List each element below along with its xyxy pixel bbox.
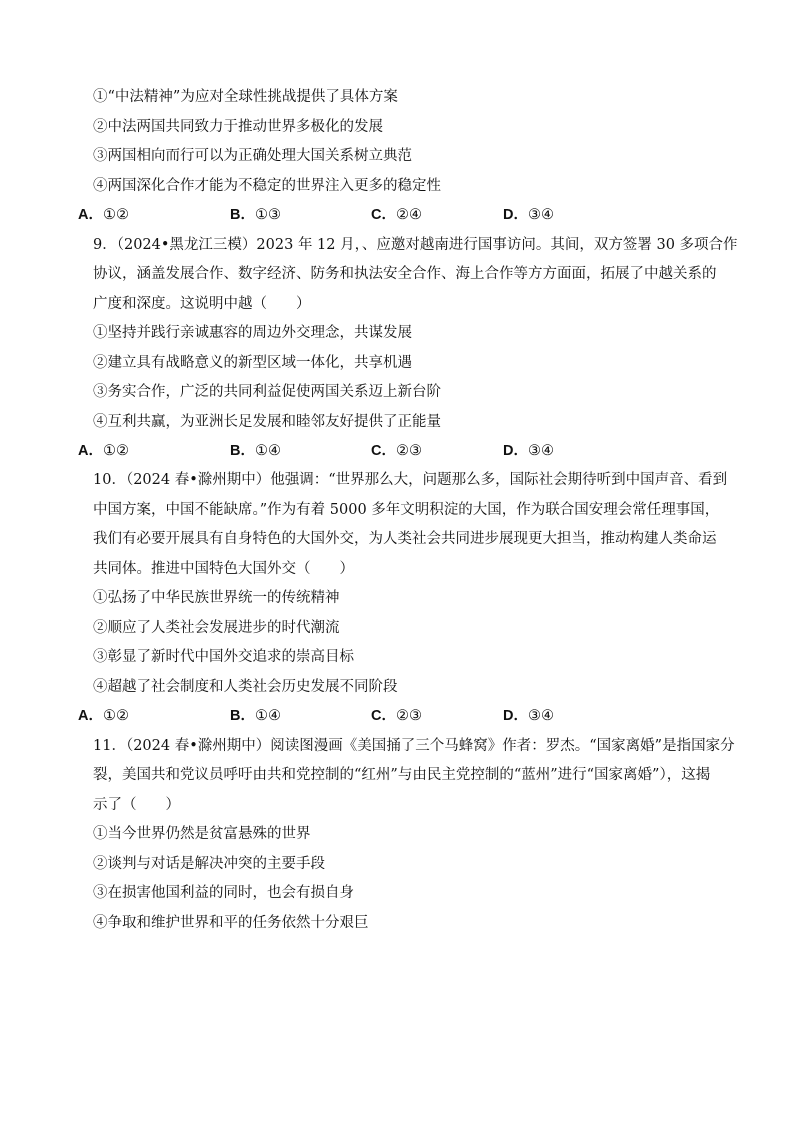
q11-option-1: ①当今世界仍然是贫富悬殊的世界 [93,826,311,842]
q11-stem-line-3: 示了（ ） [93,797,180,813]
q9-option-2: ②建立具有战略意义的新型区域一体化，共享机遇 [93,355,412,371]
q9-answer-d[interactable]: D．③④ [503,443,554,459]
q10-answer-row [78,706,698,726]
q8-option-3: ③两国相向而行可以为正确处理大国关系树立典范 [93,148,412,164]
q10-stem-line-4: 共同体。推进中国特色大国外交（ ） [93,561,354,577]
q8-answer-d[interactable]: D．③④ [503,207,554,223]
q8-answer-row [78,205,698,225]
q9-option-1: ①坚持并践行亲诚惠容的周边外交理念，共谋发展 [93,325,412,341]
q9-option-3: ③务实合作，广泛的共同利益促使两国关系迈上新台阶 [93,384,441,400]
q9-stem-line-1: 9．（2024•黑龙江三模）2023 年 12 月，、应邀对越南进行国事访问。其间，双方签署 30 多项合作 [93,237,738,253]
q10-option-1: ①弘扬了中华民族世界统一的传统精神 [93,590,340,606]
q10-option-2: ②顺应了人类社会发展进步的时代潮流 [93,620,340,636]
q8-option-4: ④两国深化合作才能为不稳定的世界注入更多的稳定性 [93,178,441,194]
q9-option-4: ④互利共赢，为亚洲长足发展和睦邻友好提供了正能量 [93,414,441,430]
q10-stem-line-1: 10．（2024 春•滁州期中）他强调：“世界那么大，问题那么多，国际社会期待听到中国声音、看到 [93,472,728,488]
q9-answer-b[interactable]: B．①④ [230,443,281,459]
q11-stem-line-1: 11．（2024 春•滁州期中）阅读图漫画《美国捅了三个马蜂窝》作者：罗杰。“国家离婚”是指国家分 [93,738,735,754]
q8-option-1: ①“中法精神”为应对全球性挑战提供了具体方案 [93,89,398,105]
q8-answer-b[interactable]: B．①③ [230,207,281,223]
q11-option-4: ④争取和维护世界和平的任务依然十分艰巨 [93,915,369,931]
q8-option-2: ②中法两国共同致力于推动世界多极化的发展 [93,119,383,135]
q10-answer-c[interactable]: C．②③ [371,708,422,724]
q8-answer-c[interactable]: C．②④ [371,207,422,223]
q10-stem-line-3: 我们有必要开展具有自身特色的大国外交，为人类社会共同进步展现更大担当，推动构建人类命运 [93,531,717,547]
q9-answer-c[interactable]: C．②③ [371,443,422,459]
q9-stem-line-3: 广度和深度。这说明中越（ ） [93,296,311,312]
q10-option-4: ④超越了社会制度和人类社会历史发展不同阶段 [93,679,398,695]
q9-answer-a[interactable]: A．①② [78,443,129,459]
q10-answer-d[interactable]: D．③④ [503,708,554,724]
q10-answer-a[interactable]: A．①② [78,708,129,724]
q11-option-2: ②谈判与对话是解决冲突的主要手段 [93,856,325,872]
q11-stem-line-2: 裂，美国共和党议员呼吁由共和党控制的“红州”与由民主党控制的“蓝州”进行“国家离婚”），这揭 [93,767,711,783]
q9-stem-line-2: 协议，涵盖发展合作、数字经济、防务和执法安全合作、海上合作等方方面面，拓展了中越关系的 [93,266,717,282]
q10-option-3: ③彰显了新时代中国外交追求的崇高目标 [93,649,354,665]
q10-stem-line-2: 中国方案，中国不能缺席。”作为有着 5000 多年文明积淀的大国，作为联合国安理会常任理事国， [93,502,720,518]
q8-answer-a[interactable]: A．①② [78,207,129,223]
q9-answer-row [78,441,698,461]
q11-option-3: ③在损害他国利益的同时，也会有损自身 [93,885,354,901]
q10-answer-b[interactable]: B．①④ [230,708,281,724]
